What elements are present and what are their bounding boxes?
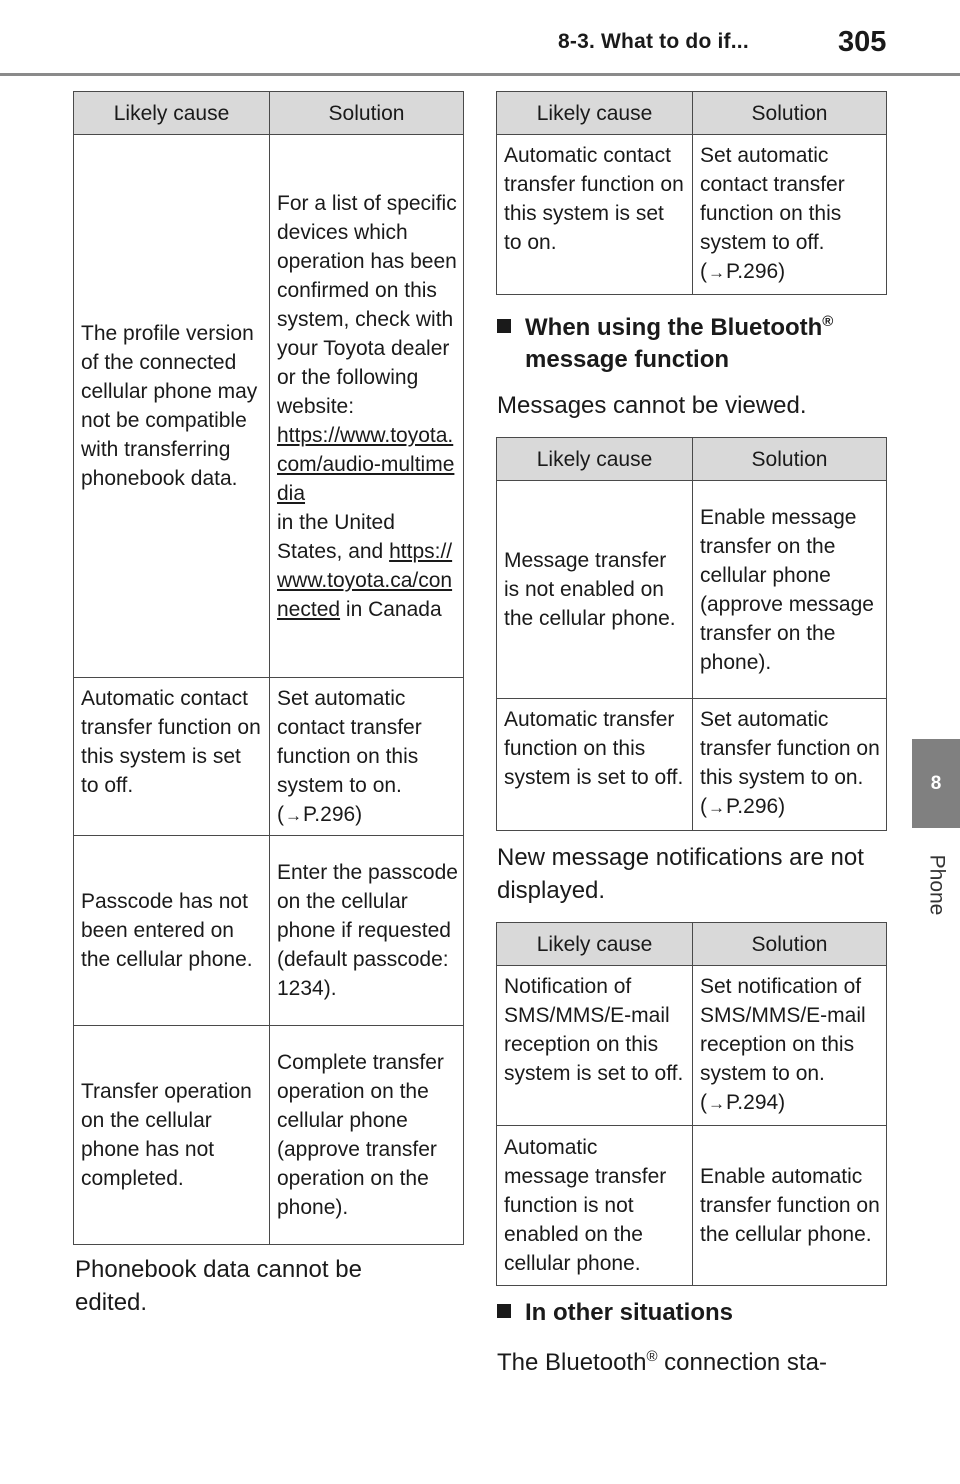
solution-cell: Set automatic contact transfer function on this system to on. (→P.296) xyxy=(270,678,464,836)
new-message-not-displayed-text: New message notifications are not displayed. xyxy=(497,844,864,904)
col-header-cause: Likely cause xyxy=(497,92,693,135)
toyota-us-link[interactable]: https://www.toyota.com/audio-multimedia xyxy=(277,423,455,505)
contact-transfer-table xyxy=(496,91,887,295)
solution-text: Set automatic contact transfer function on this system to on. xyxy=(277,687,422,797)
page-number: 305 xyxy=(838,26,887,58)
heading-text: When using the Bluetooth xyxy=(525,314,823,341)
table-row xyxy=(497,481,887,699)
solution-text: in the United States, and xyxy=(277,510,395,563)
solution-cell: Complete transfer operation on the cellular phone (approve transfer operation on the phone). xyxy=(270,1026,464,1245)
page-header xyxy=(0,0,960,75)
col-header-cause: Likely cause xyxy=(497,438,693,481)
table-row xyxy=(74,836,464,1026)
arrow-right-icon: → xyxy=(708,1094,725,1113)
solution-cell: Enable automatic transfer function on the cellular phone. xyxy=(693,1126,887,1286)
solution-cell: Set automatic contact transfer function on this system to off. (→P.296) xyxy=(693,135,887,295)
col-header-cause: Likely cause xyxy=(74,92,270,135)
arrow-right-icon: → xyxy=(285,806,302,825)
phonebook-not-editable-text: Phonebook data cannot be edited. xyxy=(75,1256,362,1316)
chapter-tab[interactable] xyxy=(912,739,960,828)
col-header-solution: Solution xyxy=(270,92,464,135)
chapter-label xyxy=(912,840,960,930)
section-title: 8-3. What to do if... xyxy=(558,30,749,53)
phonebook-transfer-table xyxy=(73,91,464,1245)
solution-text: For a list of specific devices which operation has been confirmed on this system, check with your Toyota dealer or the following website: xyxy=(277,191,457,418)
solution-text: Set notification of SMS/MMS/E-mail reception on this system to on. xyxy=(700,975,866,1085)
cause-cell: Automatic contact transfer function on this system is set to on. xyxy=(497,135,693,295)
table-row xyxy=(497,135,887,295)
cause-cell: Automatic transfer function on this system is set to off. xyxy=(497,699,693,831)
header-divider xyxy=(0,73,960,76)
heading-text: In other situations xyxy=(525,1299,734,1326)
cause-cell: Automatic message transfer function is not enabled on the cellular phone. xyxy=(497,1126,693,1286)
col-header-cause: Likely cause xyxy=(497,923,693,966)
heading-text-line2: message function xyxy=(525,346,730,373)
solution-text: Set automatic transfer function on this system to on. xyxy=(700,708,880,789)
col-header-solution: Solution xyxy=(693,923,887,966)
arrow-right-icon: → xyxy=(708,798,725,817)
registered-mark: ® xyxy=(822,313,834,330)
page-reference-link[interactable]: P.296 xyxy=(303,803,356,826)
page-reference-link[interactable]: P.296 xyxy=(726,260,779,283)
section-heading-bt-message xyxy=(497,312,897,376)
solution-text: Enable message transfer on the cellular phone (approve message transfer on the phone). xyxy=(700,505,874,674)
body-text: The Bluetooth xyxy=(497,1349,647,1376)
chapter-label-text: Phone xyxy=(925,854,949,916)
bullet-square-icon xyxy=(497,319,511,333)
table-row xyxy=(74,678,464,836)
page-reference-link[interactable]: P.294 xyxy=(726,1091,779,1114)
cause-cell: Message transfer is not enabled on the cellular phone. xyxy=(497,481,693,699)
solution-cell: Set automatic transfer function on this system to on. (→P.296) xyxy=(693,699,887,831)
solution-cell: Enter the passcode on the cellular phone if requested (default passcode: 1234). xyxy=(270,836,464,1026)
arrow-right-icon: → xyxy=(708,263,725,282)
col-header-solution: Solution xyxy=(693,92,887,135)
col-header-solution: Solution xyxy=(693,438,887,481)
solution-text: Set automatic contact transfer function on this system to off. xyxy=(700,144,845,254)
cause-cell: Passcode has not been entered on the cellular phone. xyxy=(74,836,270,1026)
solution-cell: Set notification of SMS/MMS/E-mail reception on this system to on. (→P.294) xyxy=(693,966,887,1126)
table-row xyxy=(74,135,464,678)
cause-cell: Transfer operation on the cellular phone has not completed. xyxy=(74,1026,270,1245)
table-row xyxy=(74,1026,464,1245)
message-notification-table xyxy=(496,922,887,1286)
toyota-ca-link[interactable]: https://www.toyota.ca/connected xyxy=(277,539,453,621)
solution-cell xyxy=(270,135,464,678)
section-heading-other xyxy=(497,1297,897,1329)
messages-not-viewed-text: Messages cannot be viewed. xyxy=(497,392,807,419)
page-reference-link[interactable]: P.296 xyxy=(726,795,779,818)
cause-cell: The profile version of the connected cellular phone may not be compatible with transferring phonebook data. xyxy=(74,135,270,678)
bt-connection-status-text xyxy=(497,1346,897,1379)
body-text: connection sta- xyxy=(664,1349,827,1376)
chapter-number: 8 xyxy=(930,772,942,794)
message-view-table xyxy=(496,437,887,831)
cause-cell: Automatic contact transfer function on this system is set to off. xyxy=(74,678,270,836)
solution-cell xyxy=(693,481,887,699)
table-row xyxy=(497,699,887,831)
table-row xyxy=(497,966,887,1126)
table-row xyxy=(497,1126,887,1286)
solution-text: in Canada xyxy=(345,597,442,621)
bullet-square-icon xyxy=(497,1304,511,1318)
registered-mark: ® xyxy=(646,1348,658,1365)
cause-cell: Notification of SMS/MMS/E-mail reception on this system is set to off. xyxy=(497,966,693,1126)
